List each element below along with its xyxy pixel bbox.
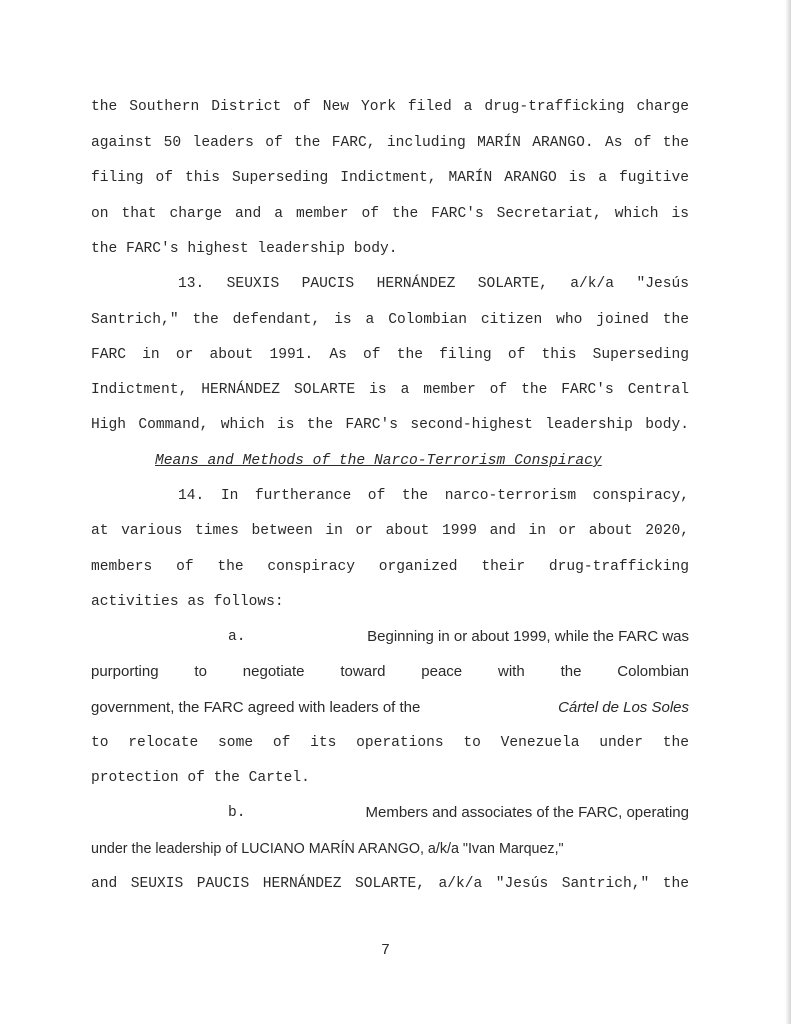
- paragraph-13-line-3: FARC in or about 1991. As of the filing of this Superseding: [91, 347, 689, 363]
- subparagraph-a-line-5: protection of the Cartel.: [91, 770, 310, 786]
- paragraph-12-line-5: the FARC's highest leadership body.: [91, 241, 398, 257]
- paragraph-13-line-1: 13. SEUXIS PAUCIS HERNÁNDEZ SOLARTE, a/k/a "Jesús: [178, 276, 689, 292]
- page-number: 7: [381, 942, 391, 959]
- subparagraph-a-line-3: [91, 698, 689, 718]
- paragraph-12-line-3: filing of this Superseding Indictment, MARÍN ARANGO is a fugitive: [91, 170, 689, 186]
- subparagraph-a-label: a.: [228, 629, 246, 645]
- subparagraph-a-line-4: to relocate some of its operations to Venezuela under the: [91, 735, 689, 751]
- subparagraph-a-line-2: purporting to negotiate toward peace with the Colombian: [91, 663, 689, 680]
- paragraph-14-line-3: members of the conspiracy organized their drug-trafficking: [91, 559, 689, 575]
- paragraph-14-line-1: 14. In furtherance of the narco-terrorism conspiracy,: [178, 488, 689, 504]
- paragraph-12-line-2: against 50 leaders of the FARC, including MARÍN ARANGO. As of the: [91, 135, 689, 151]
- subparagraph-b-line-2: under the leadership of LUCIANO MARÍN ARANGO, a/k/a "Ivan Marquez,": [91, 841, 564, 857]
- subparagraph-b-line-3: and SEUXIS PAUCIS HERNÁNDEZ SOLARTE, a/k/a "Jesús Santrich," the: [91, 876, 689, 892]
- subparagraph-a-line-1: [228, 627, 689, 647]
- cartel-name-italic: Cártel de Los Soles: [558, 699, 689, 716]
- subparagraph-b-label: b.: [228, 805, 246, 821]
- paragraph-13-line-5: High Command, which is the FARC's second-highest leadership body.: [91, 417, 689, 433]
- subparagraph-a-text: Beginning in or about 1999, while the FARC was: [367, 628, 689, 645]
- subparagraph-b-line-1: [228, 803, 689, 823]
- page-edge-shadow: [785, 0, 791, 1024]
- paragraph-13-line-2: Santrich," the defendant, is a Colombian citizen who joined the: [91, 312, 689, 328]
- paragraph-12-line-4: on that charge and a member of the FARC's Secretariat, which is: [91, 206, 689, 222]
- paragraph-14-line-2: at various times between in or about 1999 and in or about 2020,: [91, 523, 689, 539]
- paragraph-14-line-4: activities as follows:: [91, 594, 284, 610]
- section-heading: Means and Methods of the Narco-Terrorism Conspiracy: [155, 453, 602, 469]
- subparagraph-b-text: Members and associates of the FARC, operating: [365, 804, 689, 821]
- subparagraph-a-line-3-text: government, the FARC agreed with leaders of the: [91, 699, 421, 716]
- paragraph-13-line-4: Indictment, HERNÁNDEZ SOLARTE is a member of the FARC's Central: [91, 382, 689, 398]
- paragraph-12-line-1: the Southern District of New York filed a drug-trafficking charge: [91, 99, 689, 115]
